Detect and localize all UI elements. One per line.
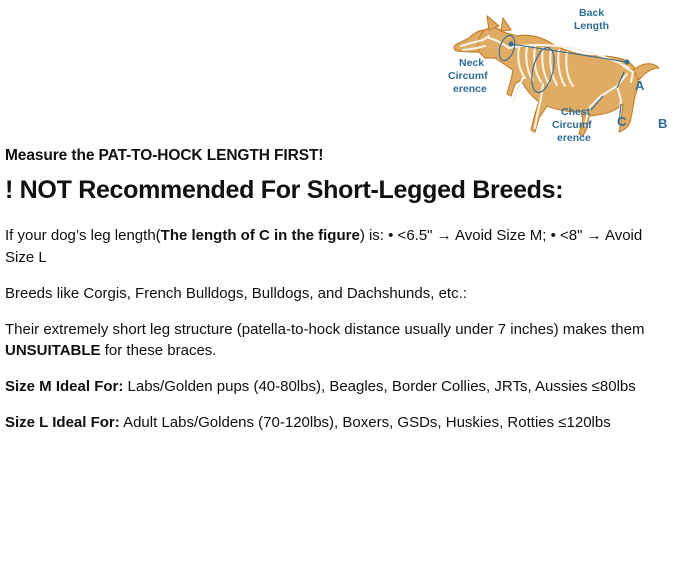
unsuitable-explanation-prefix: Their extremely short leg structure (patella-to-hock distance usually under 7 inches) makes them <box>5 320 645 338</box>
leg-length-rule-emphasis: The length of C in the figure <box>160 227 360 245</box>
unsuitable-explanation <box>5 319 665 363</box>
label-back-length-line1: Back <box>579 7 605 19</box>
size-l-recommendation <box>5 412 665 434</box>
leg-length-rule <box>5 225 665 269</box>
size-l-label: Size L Ideal For: <box>5 413 120 431</box>
size-m-breeds: Labs/Golden pups (40-80lbs), Beagles, Border Collies, JRTs, Aussies ≤80lbs <box>123 378 636 396</box>
label-marker-c: C <box>617 114 627 129</box>
label-neck-line2: Circumf <box>448 70 488 82</box>
lead-instruction: Measure the PAT-TO-HOCK LENGTH FIRST! <box>5 147 324 164</box>
label-neck-line3: erence <box>453 83 487 95</box>
dog-skeleton-illustration <box>431 0 679 150</box>
breeds-list: Breeds like Corgis, French Bulldogs, Bulldogs, and Dachshunds, etc.: <box>5 284 467 302</box>
unsuitable-explanation-suffix: for these braces. <box>100 342 217 360</box>
size-m-label: Size M Ideal For: <box>5 378 124 396</box>
label-neck-line1: Neck <box>459 57 485 69</box>
label-chest-line2: Circumf <box>552 119 592 131</box>
label-chest-line3: erence <box>557 132 591 144</box>
dog-measurement-diagram <box>431 0 679 150</box>
label-chest-line1: Chest <box>561 106 591 118</box>
description-text-block <box>5 146 665 448</box>
page-title: ! NOT Recommended For Short-Legged Breeds: <box>5 175 564 204</box>
leg-length-rule-prefix: If your dog’s leg length( <box>5 227 161 245</box>
leg-length-rule-suffix: ) is: • <6.5" → Avoid Size M; • <8" → Avoid Size L <box>5 227 643 267</box>
unsuitable-keyword: UNSUITABLE <box>5 342 101 360</box>
label-marker-a: A <box>635 78 645 93</box>
label-marker-b: B <box>658 116 668 131</box>
label-back-length-line2: Length <box>574 20 609 32</box>
size-l-breeds: Adult Labs/Goldens (70-120lbs), Boxers, GSDs, Huskies, Rotties ≤120lbs <box>119 413 611 431</box>
size-m-recommendation <box>5 376 665 398</box>
